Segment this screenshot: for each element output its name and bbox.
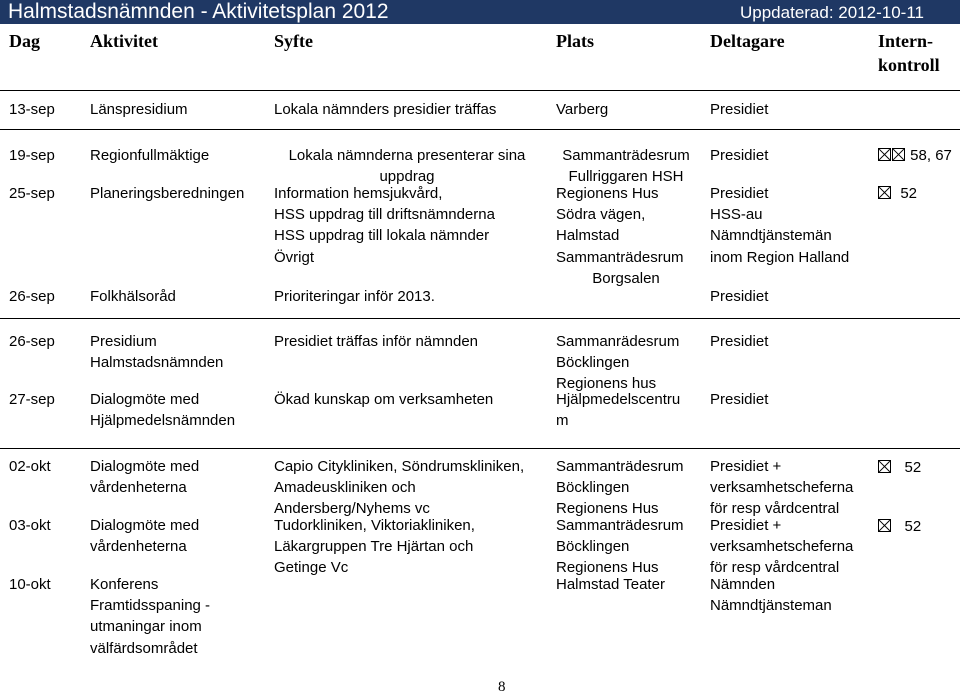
- cell-syfte-line: Tudorkliniken, Viktoriakliniken,: [274, 517, 475, 534]
- cell-plats-line: Böcklingen: [556, 538, 630, 556]
- column-header-deltagare: Deltagare: [710, 31, 785, 51]
- cell-plats-line: Regionens hus: [556, 375, 657, 393]
- cell-plats: Varberg: [556, 101, 609, 118]
- checkbox-checked-icon: [892, 148, 905, 161]
- cell-plats: [556, 515, 684, 579]
- cell-plats-line: Sammanträdesrum: [556, 248, 684, 266]
- cell-plats-line: m: [556, 412, 569, 430]
- cell-internkontroll: [878, 184, 917, 204]
- cell-deltagare-line: Presidiet +: [710, 517, 782, 534]
- cell-syfte-line: HSS uppdrag till lokala nämnder: [274, 227, 490, 245]
- cell-syfte: Lokala nämnders presidier träffas: [274, 101, 497, 118]
- cell-deltagare-line: inom Region Halland: [710, 248, 850, 266]
- page-number: 8: [498, 679, 506, 695]
- divider: [0, 129, 960, 130]
- cell-deltagare: Presidiet: [710, 101, 769, 118]
- divider: [0, 448, 960, 449]
- cell-dag: 02-okt: [9, 458, 51, 475]
- title-bar: [0, 0, 960, 24]
- cell-deltagare-line: Nämndtjänstemän: [710, 227, 832, 245]
- column-header-dag: Dag: [9, 31, 40, 51]
- cell-dag: 19-sep: [9, 147, 55, 164]
- cell-deltagare-line: verksamhetscheferna: [710, 479, 854, 497]
- cell-deltagare-line: Presidiet +: [710, 458, 782, 475]
- cell-syfte-line: Övrigt: [274, 248, 315, 266]
- cell-plats: [556, 389, 680, 431]
- cell-aktivitet-line: Dialogmöte med: [90, 517, 200, 534]
- cell-aktivitet: Länspresidium: [90, 101, 188, 118]
- cell-plats-line: Sammanrädesrum: [556, 333, 680, 350]
- cell-aktivitet-line: utmaningar inom: [90, 618, 202, 636]
- cell-syfte-line: Capio Citykliniken, Söndrumskliniken,: [274, 458, 525, 475]
- cell-deltagare-line: HSS-au: [710, 206, 763, 224]
- cell-aktivitet: [90, 515, 199, 557]
- cell-deltagare-line: verksamhetscheferna: [710, 538, 854, 556]
- cell-deltagare: Presidiet: [710, 333, 769, 350]
- cell-dag: 13-sep: [9, 101, 55, 118]
- cell-plats-line: Fullriggaren HSH: [568, 168, 684, 186]
- cell-plats: [556, 456, 684, 520]
- cell-syfte-line: uppdrag: [379, 168, 435, 186]
- cell-syfte: Presidiet träffas inför nämnden: [274, 333, 479, 350]
- cell-aktivitet-line: Dialogmöte med: [90, 391, 200, 408]
- cell-syfte-line: Getinge Vc: [274, 559, 349, 577]
- cell-syfte-line: Andersberg/Nyhems vc: [274, 500, 430, 518]
- cell-deltagare: [710, 456, 853, 520]
- cell-plats-line: Regionens Hus: [556, 185, 659, 202]
- cell-deltagare: Presidiet: [710, 391, 769, 408]
- column-header-internkontroll: [878, 29, 940, 77]
- cell-internkontroll: [878, 517, 921, 537]
- cell-plats-line: Böcklingen: [556, 354, 630, 372]
- cell-syfte-line: Läkargruppen Tre Hjärtan och: [274, 538, 474, 556]
- cell-syfte-line: HSS uppdrag till driftsnämnderna: [274, 206, 495, 224]
- cell-aktivitet: Regionfullmäktige: [90, 147, 210, 164]
- cell-deltagare: [710, 183, 849, 268]
- cell-aktivitet: Folkhälsoråd: [90, 288, 176, 305]
- checkbox-checked-icon: [878, 460, 891, 473]
- cell-dag: 25-sep: [9, 185, 55, 202]
- cell-aktivitet-line: Halmstadsnämnden: [90, 354, 224, 372]
- cell-dag: 26-sep: [9, 333, 55, 350]
- cell-aktivitet-line: Presidium: [90, 333, 157, 350]
- cell-aktivitet-line: vårdenheterna: [90, 538, 187, 556]
- cell-deltagare: Presidiet: [710, 288, 769, 305]
- cell-syfte-line: Lokala nämnderna presenterar sina: [288, 147, 526, 164]
- column-header-internkontroll-line2: kontroll: [878, 55, 940, 75]
- cell-dag: 26-sep: [9, 288, 55, 305]
- cell-aktivitet-line: vårdenheterna: [90, 479, 187, 497]
- cell-plats-line: Regionens Hus: [556, 559, 659, 577]
- cell-deltagare-line: för resp vårdcentral: [710, 559, 840, 577]
- cell-deltagare-line: för resp vårdcentral: [710, 500, 840, 518]
- internkontroll-value: 52: [904, 459, 922, 476]
- cell-syfte: [274, 145, 540, 187]
- cell-aktivitet-line: Framtidsspaning -: [90, 597, 211, 615]
- cell-aktivitet: [90, 456, 199, 498]
- column-header-syfte: Syfte: [274, 31, 313, 51]
- internkontroll-value: 58, 67: [910, 147, 952, 164]
- cell-plats: [556, 183, 696, 289]
- cell-plats-line: Halmstad: [556, 227, 620, 245]
- cell-aktivitet-line: Hjälpmedelsnämnden: [90, 412, 236, 430]
- cell-syfte: [274, 515, 475, 579]
- internkontroll-value: 52: [904, 518, 922, 535]
- cell-plats-line: Sammanträdesrum: [562, 147, 690, 164]
- cell-aktivitet: [90, 574, 210, 659]
- cell-aktivitet: Planeringsberedningen: [90, 185, 245, 202]
- internkontroll-value: 52: [900, 185, 918, 202]
- cell-dag: 10-okt: [9, 576, 51, 593]
- cell-deltagare: [710, 574, 832, 616]
- cell-plats-line: Sammanträdesrum: [556, 517, 684, 534]
- cell-plats-line: Södra vägen,: [556, 206, 646, 224]
- checkbox-checked-icon: [878, 148, 891, 161]
- cell-plats: Halmstad Teater: [556, 576, 665, 593]
- cell-plats-line: Böcklingen: [556, 479, 630, 497]
- cell-plats: [556, 145, 696, 187]
- cell-syfte: [274, 183, 495, 268]
- cell-aktivitet: [90, 389, 235, 431]
- cell-deltagare-line: Nämndtjänsteman: [710, 597, 832, 615]
- cell-syfte-line: Information hemsjukvård,: [274, 185, 443, 202]
- cell-plats-line: Sammanträdesrum: [556, 458, 684, 475]
- cell-plats-line: Hjälpmedelscentru: [556, 391, 681, 408]
- cell-dag: 27-sep: [9, 391, 55, 408]
- cell-aktivitet: [90, 331, 223, 373]
- column-header-aktivitet: Aktivitet: [90, 31, 158, 51]
- cell-syfte: [274, 456, 524, 520]
- cell-deltagare-line: Nämnden: [710, 576, 776, 593]
- divider: [0, 90, 960, 91]
- cell-aktivitet-line: Konferens: [90, 576, 159, 593]
- cell-syfte: Ökad kunskap om verksamheten: [274, 391, 494, 408]
- divider: [0, 318, 960, 319]
- cell-deltagare: [710, 515, 853, 579]
- cell-plats: [556, 331, 679, 395]
- cell-deltagare: Presidiet: [710, 147, 769, 164]
- cell-dag: 03-okt: [9, 517, 51, 534]
- cell-aktivitet-line: välfärdsområdet: [90, 639, 198, 657]
- checkbox-checked-icon: [878, 519, 891, 532]
- cell-internkontroll: [878, 146, 952, 166]
- updated-date: Uppdaterad: 2012-10-11: [740, 3, 924, 22]
- cell-plats-line: Regionens Hus: [556, 500, 659, 518]
- cell-plats-line: Borgsalen: [592, 269, 660, 287]
- cell-internkontroll: [878, 458, 921, 478]
- column-header-plats: Plats: [556, 31, 594, 51]
- column-header-internkontroll-line1: Intern-: [878, 31, 933, 51]
- cell-aktivitet-line: Dialogmöte med: [90, 458, 200, 475]
- cell-syfte-line: Amadeuskliniken och: [274, 479, 416, 497]
- cell-syfte: Prioriteringar inför 2013.: [274, 288, 435, 305]
- cell-deltagare-line: Presidiet: [710, 185, 769, 202]
- page-title: Halmstadsnämnden - Aktivitetsplan 2012: [8, 0, 389, 23]
- checkbox-checked-icon: [878, 186, 891, 199]
